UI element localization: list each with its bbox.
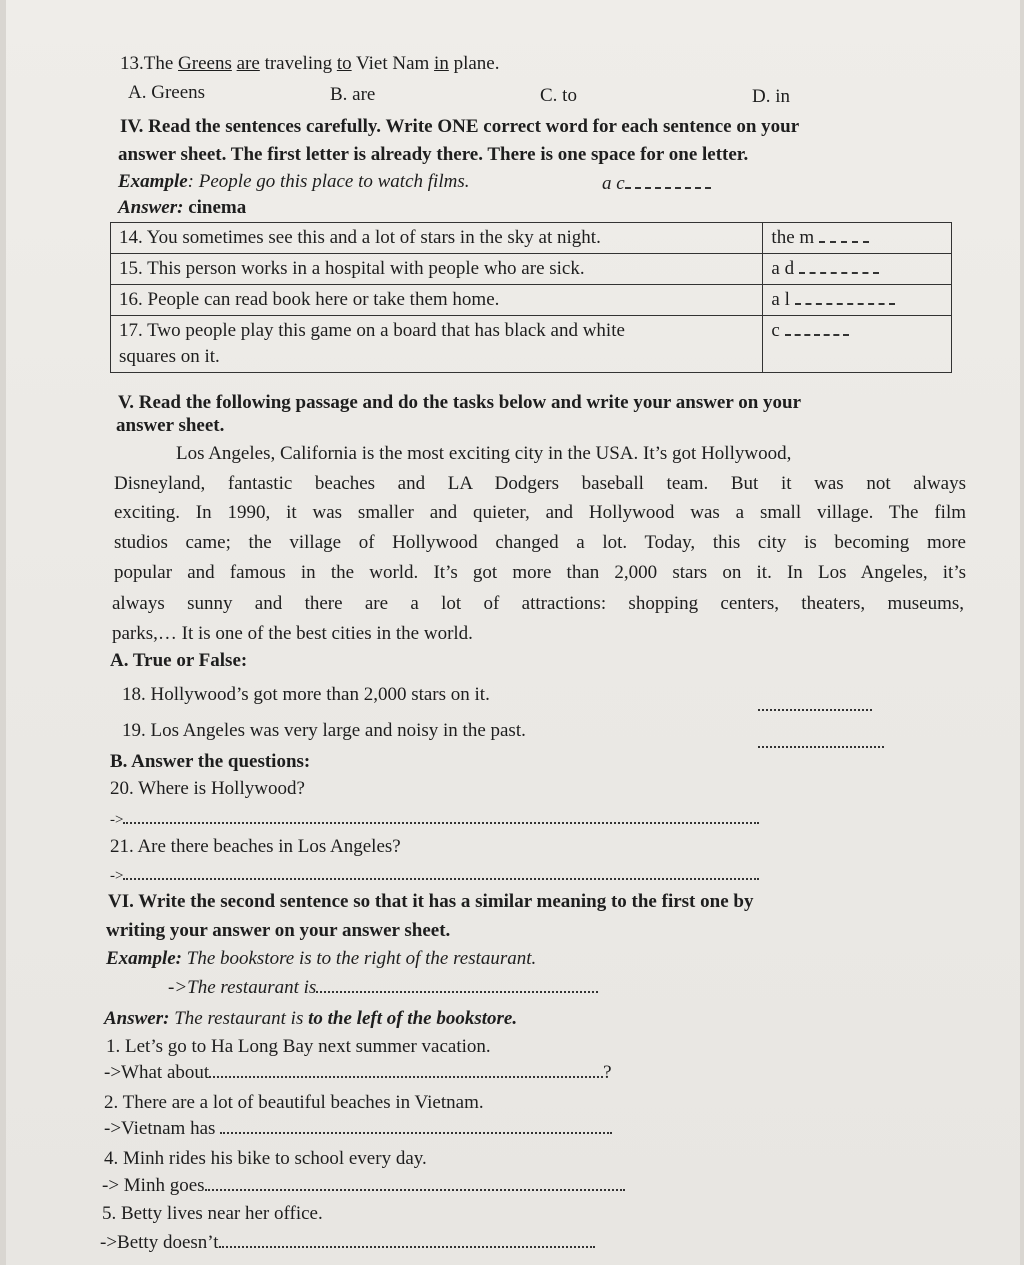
- section-4-answer: Answer: cinema: [118, 197, 247, 218]
- answer-cell-16[interactable]: a l: [763, 285, 952, 316]
- passage-line-6: always sunny and there are a lot of attractions: shopping centers, theaters, museums,: [112, 593, 964, 614]
- section-4-heading: IV. Read the sentences carefully. Write ONE correct word for each sentence on your: [120, 116, 800, 137]
- table-row: [111, 316, 952, 373]
- answer-cell-15[interactable]: a d: [763, 254, 952, 285]
- vocab-table: [110, 222, 952, 373]
- passage-line-2: Disneyland, fantastic beaches and LA Dodgers baseball team. But it was not always: [114, 473, 966, 494]
- passage-line-7: parks,… It is one of the best cities in the world.: [112, 623, 473, 644]
- worksheet-page: [6, 0, 1020, 1265]
- rewrite-question-4: 4. Minh rides his bike to school every day.: [104, 1148, 427, 1169]
- question-20: 20. Where is Hollywood?: [110, 778, 305, 799]
- question-18: 18. Hollywood’s got more than 2,000 stars on it.: [122, 684, 490, 705]
- question-14: 14. You sometimes see this and a lot of stars in the sky at night.: [111, 223, 763, 254]
- section-4-example: Example: People go this place to watch films.: [118, 171, 470, 192]
- rewrite-question-2: 2. There are a lot of beautiful beaches in Vietnam.: [104, 1092, 484, 1113]
- passage-line-5: popular and famous in the world. It’s got more than 2,000 stars on it. In Los Angeles, it’s: [114, 562, 966, 583]
- answer-line-20[interactable]: ->: [110, 806, 759, 832]
- rewrite-question-5: 5. Betty lives near her office.: [102, 1203, 323, 1224]
- question-13: 13.The Greens are traveling to Viet Nam in plane.: [120, 53, 500, 74]
- part-a-heading: A. True or False:: [110, 650, 248, 671]
- rewrite-answer-2[interactable]: ->Vietnam has: [104, 1116, 612, 1141]
- section-5-heading-2: answer sheet.: [116, 415, 225, 436]
- answer-cell-14[interactable]: the m: [763, 223, 952, 254]
- option-d: D. in: [752, 86, 790, 107]
- table-row: [111, 285, 952, 316]
- section-6-example: Example: The bookstore is to the right of the restaurant.: [106, 948, 537, 969]
- section-6-heading-2: writing your answer on your answer sheet.: [106, 920, 451, 941]
- section-6-answer: Answer: The restaurant is to the left of the bookstore.: [104, 1008, 518, 1029]
- section-6-example-arrow: ->The restaurant is: [168, 975, 598, 1000]
- section-5-heading: V. Read the following passage and do the tasks below and write your answer on your: [118, 392, 802, 413]
- rewrite-answer-5[interactable]: ->Betty doesn’t: [100, 1230, 595, 1255]
- question-17: 17. Two people play this game on a board that has black and white squares on it.: [111, 316, 763, 373]
- question-16: 16. People can read book here or take them home.: [111, 285, 763, 316]
- question-21: 21. Are there beaches in Los Angeles?: [110, 836, 401, 857]
- passage-line-4: studios came; the village of Hollywood changed a lot. Today, this city is becoming more: [114, 532, 966, 553]
- rewrite-answer-4[interactable]: -> Minh goes: [102, 1173, 625, 1198]
- part-b-heading: B. Answer the questions:: [110, 751, 311, 772]
- question-15: 15. This person works in a hospital with people who are sick.: [111, 254, 763, 285]
- option-c: C. to: [540, 85, 577, 106]
- question-19: 19. Los Angeles was very large and noisy in the past.: [122, 720, 526, 741]
- answer-blank-18[interactable]: [758, 693, 872, 711]
- answer-line-21[interactable]: ->: [110, 862, 759, 888]
- passage-line-3: exciting. In 1990, it was smaller and quieter, and Hollywood was a small village. The film: [114, 502, 966, 523]
- option-b: B. are: [330, 84, 376, 105]
- answer-cell-17[interactable]: c: [763, 316, 952, 373]
- rewrite-answer-1[interactable]: ->What about ?: [104, 1062, 612, 1083]
- passage-line-1: Los Angeles, California is the most exciting city in the USA. It’s got Hollywood,: [176, 443, 792, 464]
- option-a: A. Greens: [128, 82, 206, 103]
- section-4-heading-2: answer sheet. The first letter is already there. There is one space for one letter.: [118, 144, 749, 165]
- section-6-heading: VI. Write the second sentence so that it has a similar meaning to the first one by: [108, 891, 754, 912]
- section-4-example-hint: a c: [602, 172, 711, 196]
- rewrite-question-1: 1. Let’s go to Ha Long Bay next summer vacation.: [106, 1036, 491, 1057]
- answer-blank-19[interactable]: [758, 730, 884, 748]
- table-row: [111, 254, 952, 285]
- table-row: [111, 223, 952, 254]
